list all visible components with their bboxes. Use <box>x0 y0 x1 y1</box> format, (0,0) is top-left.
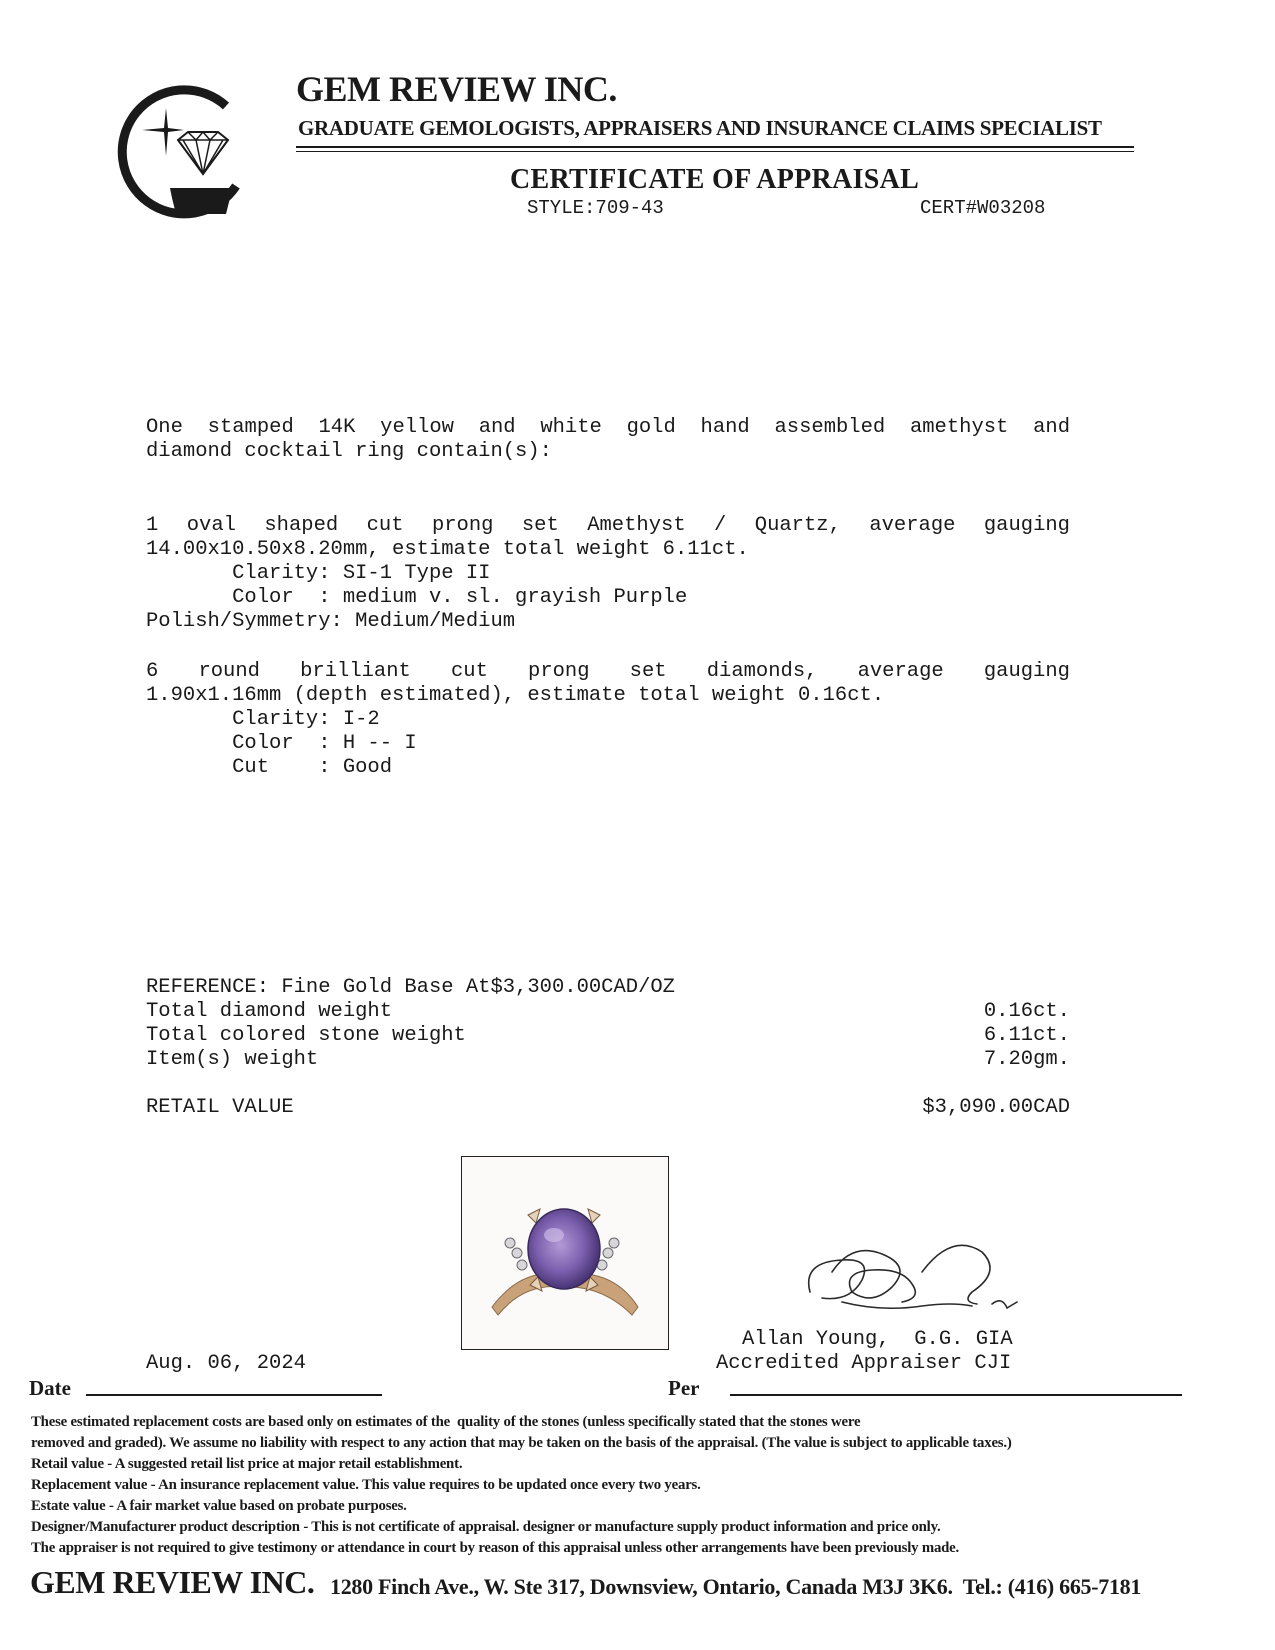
appraiser-title: Accredited Appraiser CJI <box>716 1352 1012 1375</box>
summary-value: 6.11ct. <box>983 1024 1070 1047</box>
amethyst-line-1: 1 oval shaped cut prong set Amethyst / Quartz, average gauging <box>146 514 1070 537</box>
diamonds-clarity: Clarity: I-2 <box>146 708 380 731</box>
disclaimer-line: Retail value - A suggested retail list price at major retail establishment. <box>31 1456 463 1472</box>
certificate-title: CERTIFICATE OF APPRAISAL <box>510 164 920 195</box>
appraiser-name: Allan Young, G.G. GIA <box>742 1328 1013 1351</box>
appraisal-date: Aug. 06, 2024 <box>146 1352 306 1375</box>
amethyst-color: Color : medium v. sl. grayish Purple <box>146 586 688 609</box>
description-line-1: One stamped 14K yellow and white gold hand assembled amethyst and <box>146 416 1070 439</box>
company-name: GEM REVIEW INC. <box>296 69 617 109</box>
signature-icon <box>802 1232 1042 1332</box>
date-line <box>86 1394 382 1396</box>
cert-number: CERT#W03208 <box>920 197 1046 219</box>
disclaimer-line: Replacement value - An insurance replacement value. This value requires to be updated once every two years. <box>31 1477 701 1493</box>
disclaimer-line: Designer/Manufacturer product description - This is not certificate of appraisal. designer or manufacture supply product information and price only. <box>31 1519 941 1535</box>
date-label: Date <box>29 1376 71 1400</box>
footer-address: 1280 Finch Ave., W. Ste 317, Downsview, Ontario, Canada M3J 3K6. Tel.: (416) 665-7181 <box>330 1574 1142 1599</box>
summary-label: Total colored stone weight <box>146 1024 466 1047</box>
gem-logo-icon <box>108 78 248 228</box>
description-line-2: diamond cocktail ring contain(s): <box>146 440 552 463</box>
amethyst-clarity: Clarity: SI-1 Type II <box>146 562 491 585</box>
retail-value-label: RETAIL VALUE <box>146 1096 294 1119</box>
diamonds-dimensions: 1.90x1.16mm (depth estimated), estimate total weight 0.16ct. <box>146 684 885 707</box>
summary-label: Total diamond weight <box>146 1000 393 1023</box>
diamonds-cut: Cut : Good <box>146 756 393 779</box>
disclaimer-line: removed and graded). We assume no liability with respect to any action that may be taken on the basis of the appraisal. (The value is subject to applicable taxes.) <box>31 1435 1012 1451</box>
reference-gold-base: REFERENCE: Fine Gold Base At$3,300.00CAD/OZ <box>146 976 675 999</box>
per-label: Per <box>668 1376 700 1400</box>
amethyst-polish: Polish/Symmetry: Medium/Medium <box>146 610 516 633</box>
company-tagline: GRADUATE GEMOLOGISTS, APPRAISERS AND INSURANCE CLAIMS SPECIALIST <box>298 116 1102 140</box>
header-rule <box>296 146 1134 148</box>
disclaimer-line: The appraiser is not required to give testimony or attendance in court by reason of this appraisal unless other arrangements have been previously made. <box>31 1540 960 1556</box>
per-line <box>730 1394 1182 1396</box>
summary-value: 7.20gm. <box>983 1048 1070 1071</box>
summary-value: 0.16ct. <box>983 1000 1070 1023</box>
diamonds-color: Color : H -- I <box>146 732 417 755</box>
diamonds-line-1: 6 round brilliant cut prong set diamonds, average gauging <box>146 660 1070 683</box>
ring-photo <box>461 1156 669 1350</box>
disclaimer-line: Estate value - A fair market value based on probate purposes. <box>31 1498 407 1514</box>
footer-company-name: GEM REVIEW INC. <box>30 1564 315 1600</box>
amethyst-dimensions: 14.00x10.50x8.20mm, estimate total weight 6.11ct. <box>146 538 749 561</box>
disclaimer-line: These estimated replacement costs are based only on estimates of the quality of the stones (unless specifically stated that the stones were <box>31 1414 861 1430</box>
summary-label: Item(s) weight <box>146 1048 319 1071</box>
style-number: STYLE:709-43 <box>527 197 664 219</box>
retail-value-amount: $3,090.00CAD <box>922 1096 1070 1119</box>
header-rule-thin <box>296 151 1134 152</box>
